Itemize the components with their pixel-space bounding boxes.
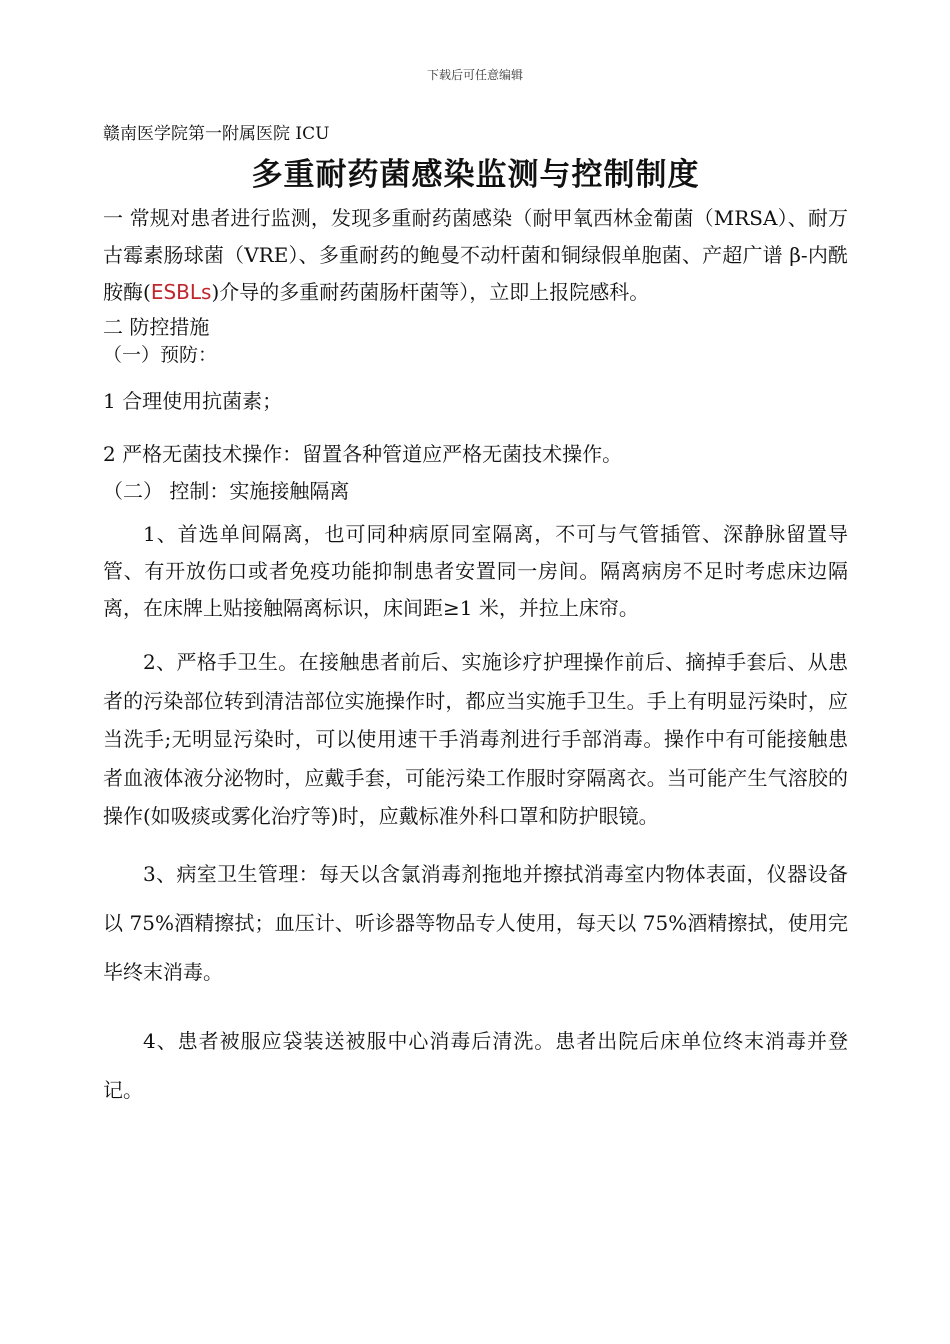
prevention-item-2: 2 严格无菌技术操作：留置各种管道应严格无菌技术操作。	[103, 442, 623, 466]
section-1-text: 一 常规对患者进行监测，发现多重耐药菌感染（耐甲氧西林金葡菌（MRSA）、耐万古霉素肠球菌（VRE）、多重耐药的鲍曼不动杆菌和铜绿假单胞菌、产超广谱 β-内酰胺酶(	[103, 206, 848, 304]
control-heading: （二） 控制：实施接触隔离	[103, 479, 350, 503]
section-2-heading: 二 防控措施	[103, 315, 210, 339]
section-1-text-end: )介导的多重耐药菌肠杆菌等），立即上报院感科。	[211, 280, 650, 304]
hospital-name: 赣南医学院第一附属医院 ICU	[103, 124, 330, 144]
control-item-3: 3、病室卫生管理：每天以含氯消毒剂拖地并擦拭消毒室内物体表面，仪器设备以 75%酒精擦拭；血压计、听诊器等物品专人使用，每天以 75%酒精擦拭，使用完毕终末消毒。	[103, 861, 848, 984]
prevention-item-1: 1 合理使用抗菌素；	[103, 389, 283, 413]
section-1-paragraph	[103, 200, 848, 311]
esbl-highlight: ESBLs	[150, 280, 212, 304]
control-item-4: 4、患者被服应袋装送被服中心消毒后清洗。患者出院后床单位终末消毒并登记。	[103, 1028, 848, 1102]
prevention-heading: （一）预防：	[103, 344, 218, 366]
document-title: 多重耐药菌感染监测与控制制度	[251, 157, 700, 193]
document-body	[103, 120, 848, 1115]
header-note: 下载后可任意编辑	[426, 68, 523, 82]
control-item-1: 1、首选单间隔离，也可同种病原同室隔离，不可与气管插管、深静脉留置导管、有开放伤口或者免疫功能抑制患者安置同一房间。隔离病房不足时考虑床边隔离，在床牌上贴接触隔离标识，床间距≥1 米，并拉上床帘。	[103, 522, 848, 620]
control-item-2: 2、严格手卫生。在接触患者前后、实施诊疗护理操作前后、摘掉手套后、从患者的污染部位转到清洁部位实施操作时，都应当实施手卫生。手上有明显污染时，应当洗手;无明显污染时，可以使用速干手消毒剂进行手部消毒。操作中有可能接触患者血液体液分泌物时，应戴手套，可能污染工作服时穿隔离衣。当可能产生气溶胶的操作(如吸痰或雾化治疗等)时，应戴标准外科口罩和防护眼镜。	[103, 650, 848, 828]
